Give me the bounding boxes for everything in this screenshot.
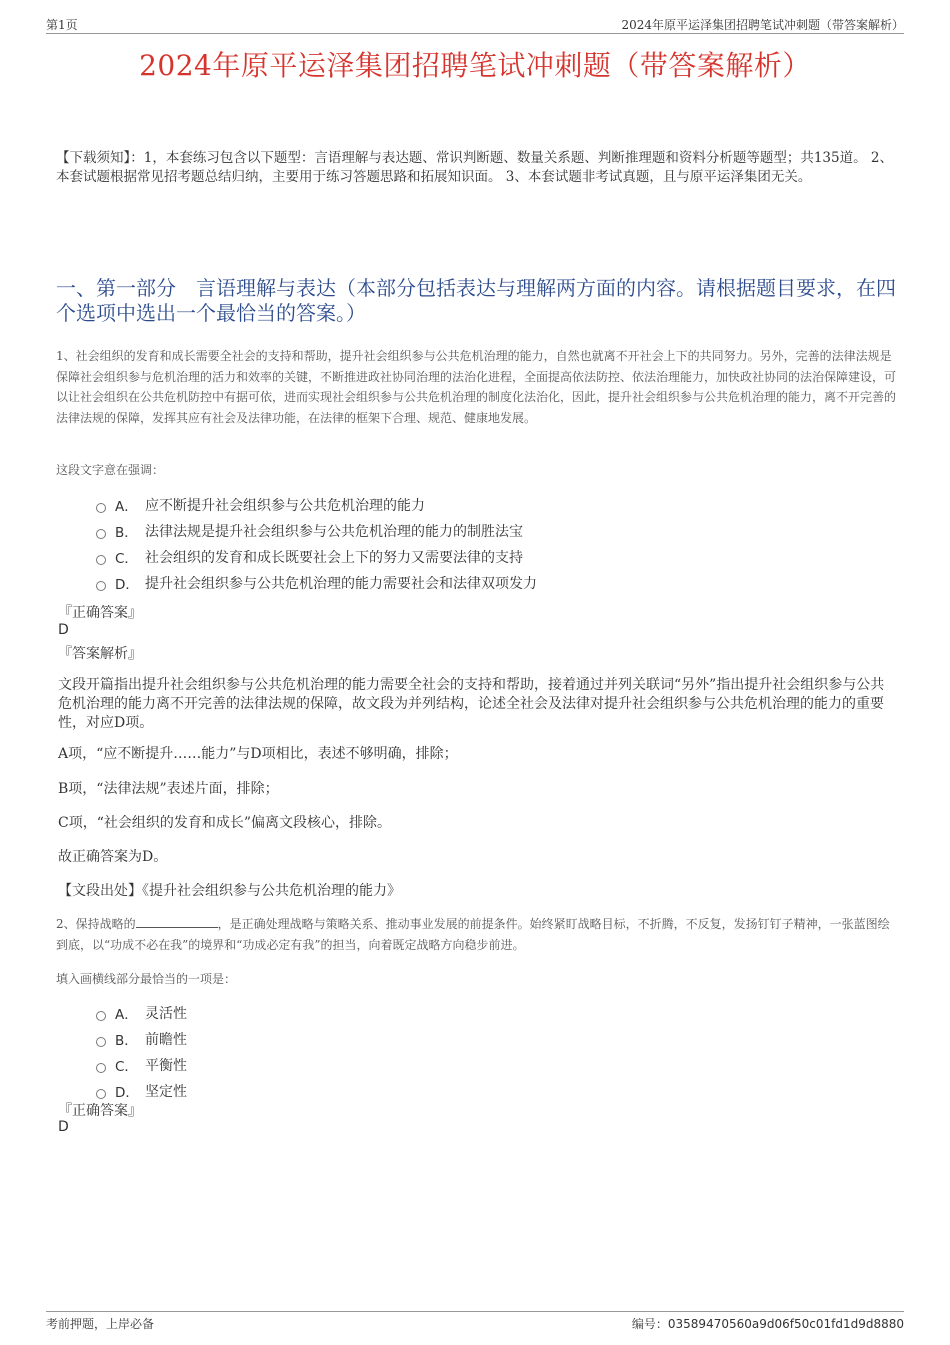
option-letter: A． xyxy=(115,499,138,515)
option-letter: C． xyxy=(115,1059,138,1075)
q1-answer-label: 『正确答案』 xyxy=(58,605,142,621)
q1-stem: 1、社会组织的发育和成长需要全社会的支持和帮助，提升社会组织参与公共危机治理的能力，自然也就离不开社会上下的共同努力。另外，完善的法律法规是保障社会组织参与危机治理的活力和效率的关键，不断推进政社协同治理的法治化进程，全面提高依法防控、依法治理能力，加快政社协同的法治保障建设，可以让社会组织在公共危机防控中有据可依，进而实现社会组织参与公共危机治理的制度化法治化，因此，提升社会组织参与公共危机治理的能力，离不开完善的法律法规的保障，发挥其应有社会及法律功能，在法律的框架下合理、规范、健康地发展。 xyxy=(56,349,897,425)
option-text: 社会组织的发育和成长既要社会上下的努力又需要法律的支持 xyxy=(145,550,523,566)
q1-option-a[interactable] xyxy=(96,492,537,518)
download-notice: 【下载须知】：1，本套练习包含以下题型：言语理解与表达题、常识判断题、数量关系题、判断推理题和资料分析题等题型；共135道。 2、本套试题根据常见招考题总结归纳，主要用于练习答题思路和拓展知识面。 3、本套试题非考试真题，且与原平运泽集团无关。 xyxy=(56,150,893,185)
radio-icon[interactable] xyxy=(96,1063,106,1073)
footer-slogan: 考前押题，上岸必备 xyxy=(46,1317,155,1331)
q1-answer: D xyxy=(58,622,69,638)
q1-analysis-label: 『答案解析』 xyxy=(58,646,142,662)
footer-code xyxy=(632,1315,904,1332)
q1-analysis-para: C项，“社会组织的发育和成长”偏离文段核心，排除。 xyxy=(58,815,392,831)
option-letter: D． xyxy=(115,1085,139,1101)
q1-option-c[interactable] xyxy=(96,544,537,570)
footer-code-value: 03589470560a9d06f50c01fd1d9d8880 xyxy=(667,1317,904,1331)
q2-answer-label: 『正确答案』 xyxy=(58,1103,142,1119)
q1-option-b[interactable] xyxy=(96,518,537,544)
q1-source: 【文段出处】《提升社会组织参与公共危机治理的能力》 xyxy=(58,883,401,899)
q1-analysis-para: A项，“应不断提升……能力”与D项相比，表述不够明确，排除； xyxy=(58,746,458,762)
document-title: 2024年原平运泽集团招聘笔试冲刺题（带答案解析） xyxy=(139,49,811,82)
option-letter: B． xyxy=(115,525,138,541)
radio-icon[interactable] xyxy=(96,1089,106,1099)
q1-analysis-para: B项，“法律法规”表述片面，排除； xyxy=(58,781,279,797)
radio-icon[interactable] xyxy=(96,1037,106,1047)
fill-blank xyxy=(136,916,218,928)
option-letter: A． xyxy=(115,1007,138,1023)
page-footer xyxy=(46,1311,904,1331)
option-text: 前瞻性 xyxy=(145,1032,187,1048)
option-letter: C． xyxy=(115,551,138,567)
section-heading: 一、第一部分 言语理解与表达（本部分包括表达与理解两方面的内容。请根据题目要求，在四个选项中选出一个最恰当的答案。） xyxy=(56,276,896,325)
radio-icon[interactable] xyxy=(96,581,106,591)
q2-answer: D xyxy=(58,1119,69,1135)
option-text: 坚定性 xyxy=(145,1084,187,1100)
q2-option-c[interactable] xyxy=(96,1052,187,1078)
q2-option-b[interactable] xyxy=(96,1026,187,1052)
q1-analysis-para: 文段开篇指出提升社会组织参与公共危机治理的能力需要全社会的支持和帮助，接着通过并列关联词“另外”指出提升社会组织参与公共危机治理的能力离不开完善的法律法规的保障，故文段为并列结构，论述全社会及法律对提升社会组织参与公共危机治理的能力的重要性，对应D项。 xyxy=(58,677,885,731)
radio-icon[interactable] xyxy=(96,529,106,539)
page-number: 第1页 xyxy=(46,18,78,32)
q1-options xyxy=(96,492,537,596)
q2-question: 填入画横线部分最恰当的一项是： xyxy=(56,972,237,986)
option-text: 提升社会组织参与公共危机治理的能力需要社会和法律双项发力 xyxy=(145,576,537,592)
page-header xyxy=(46,14,904,34)
radio-icon[interactable] xyxy=(96,555,106,565)
radio-icon[interactable] xyxy=(96,1011,106,1021)
option-text: 灵活性 xyxy=(145,1006,187,1022)
radio-icon[interactable] xyxy=(96,503,106,513)
q2-stem xyxy=(56,914,898,955)
q2-options xyxy=(96,1000,187,1104)
option-text: 应不断提升社会组织参与公共危机治理的能力 xyxy=(145,498,425,514)
option-letter: B． xyxy=(115,1033,138,1049)
option-letter: D． xyxy=(115,577,139,593)
q2-option-a[interactable] xyxy=(96,1000,187,1026)
q1-option-d[interactable] xyxy=(96,570,537,596)
q1-analysis-para: 故正确答案为D。 xyxy=(58,849,168,865)
q1-question: 这段文字意在强调： xyxy=(56,463,165,477)
option-text: 平衡性 xyxy=(145,1058,187,1074)
header-doc-title: 2024年原平运泽集团招聘笔试冲刺题（带答案解析） xyxy=(621,18,904,32)
q2-stem-after: ，是正确处理战略与策略关系、推动事业发展的前提条件。始终紧盯战略目标，不折腾，不反复，发扬钉钉子精神，一张蓝图绘到底，以“功成不必在我”的境界和“功成必定有我”的担当，向着既定战略方向稳步前进。 xyxy=(56,917,890,952)
footer-code-label: 编号： xyxy=(631,1317,668,1331)
q2-stem-before: 2、保持战略的 xyxy=(56,917,136,931)
option-text: 法律法规是提升社会组织参与公共危机治理的能力的制胜法宝 xyxy=(145,524,523,540)
